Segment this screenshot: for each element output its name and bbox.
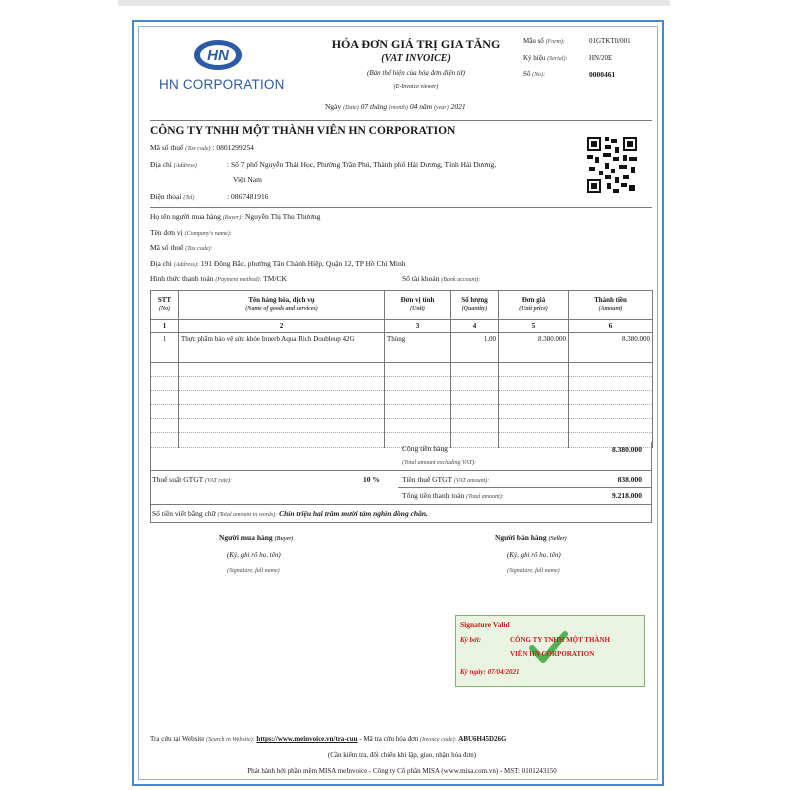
- invoice-subtitle: (VAT INVOICE): [381, 53, 451, 64]
- signed-by-line2: VIÊN HN CORPORATION: [510, 650, 595, 658]
- view-note: (Bản thể hiện của hóa đơn điện tử): [367, 69, 465, 77]
- empty-row: [151, 363, 653, 377]
- seller-name: CÔNG TY TNHH MỘT THÀNH VIÊN HN CORPORATION: [150, 125, 456, 137]
- invoice-date: Ngày (Date) 07 tháng (month) 04 năm (year) 2021: [325, 102, 466, 111]
- issuer-line: Phát hành bởi phần mềm MISA meInvoice - Công ty Cổ phần MISA (www.misa.com.vn) - MST: 0101243150: [247, 767, 557, 775]
- signed-by-line1: CÔNG TY TNHH MỘT THÀNH: [510, 636, 610, 644]
- seller-address: : Số 7 phố Nguyễn Thái Học, Phường Trần Phú, Thành phố Hải Dương, Tỉnh Hải Dương,: [227, 160, 497, 169]
- serial-number: Ký hiệu (Serial):: [523, 54, 568, 62]
- seller-phone: : 0867481916: [227, 192, 269, 201]
- table-row: [151, 333, 653, 363]
- seller-sign-note-en: (Signature, full name): [507, 568, 560, 574]
- seller-sign-note: (Ký, ghi rõ họ, tên): [507, 551, 561, 559]
- column-header-unit: Đơn vị tính (Unit): [385, 291, 451, 320]
- invoice-number-value: 0000461: [589, 70, 616, 79]
- form-value: 01GTKT0/001: [589, 37, 631, 45]
- total-value: 9.218.000: [612, 491, 642, 500]
- vat-rate-label: Thuế suất GTGT (VAT rate):: [152, 475, 233, 484]
- seller-address-line2: Việt Nam: [233, 175, 262, 184]
- column-header-quantity: Số lượng (Quantity): [451, 291, 499, 320]
- buyer-sign-title: Người mua hàng (Buyer): [219, 533, 294, 542]
- buyer-name: Họ tên người mua hàng (Buyer): Nguyễn Thị Thu Thương: [150, 212, 321, 221]
- check-note: (Cần kiểm tra, đối chiếu khi lập, giao, nhận hóa đơn): [327, 751, 477, 759]
- invoice-frame: [132, 20, 664, 786]
- empty-row: [151, 405, 653, 419]
- empty-row: [151, 377, 653, 391]
- invoice-inner-border: [138, 26, 658, 780]
- top-bar: [118, 0, 670, 6]
- column-header-amount: Thành tiền (Amount): [569, 291, 653, 320]
- buyer-tax-code: Mã số thuế (Tax code):: [150, 243, 213, 252]
- row-unit: Thùng: [385, 333, 451, 363]
- lookup-line: Tra cứu tại Website (Search in Website): https://www.meinvoice.vn/tra-cuu - Mã tra cứu hóa đơn (Invoice code): ABU6H45D26G: [150, 735, 507, 743]
- table-header-row: [151, 291, 653, 320]
- vat-amount-label: Tiền thuế GTGT (VAT amount):: [402, 475, 490, 484]
- seller-tax-code: Mã số thuế (Tax code) : 0801299254: [150, 143, 254, 152]
- row-no: 1: [151, 333, 179, 363]
- subtotal-label-en: (Total amount excluding VAT):: [402, 460, 476, 466]
- view-note-en: (E-Invoice viewer): [393, 84, 439, 90]
- seller-phone-label: Điện thoại (Tel): [150, 192, 195, 201]
- row-amount: 8.380.000: [569, 333, 653, 363]
- signed-date: Ký ngày: 07/04/2021: [460, 668, 520, 676]
- total-label: Tổng tiền thanh toán (Total amount):: [402, 491, 504, 500]
- vat-divider: [398, 487, 652, 488]
- seller-sign-title: Người bán hàng (Seller): [495, 533, 567, 542]
- payment-method: Hình thức thanh toán (Payment method): TM/CK: [150, 274, 287, 283]
- totals-divider: [150, 470, 652, 471]
- logo-text: HN CORPORATION: [159, 77, 285, 92]
- lookup-link[interactable]: https://www.meinvoice.vn/tra-cuu: [256, 735, 358, 743]
- subtotal-label: Cộng tiền hàng: [402, 444, 448, 453]
- row-quantity: 1,00: [451, 333, 499, 363]
- vat-rate-value: 10 %: [363, 475, 380, 484]
- header-divider: [150, 120, 652, 121]
- signature-valid-label: Signature Valid: [460, 620, 510, 629]
- qr-code-icon: [587, 137, 637, 193]
- column-header-unit-price: Đơn giá (Unit price): [499, 291, 569, 320]
- invoice-number: Số (No):: [523, 70, 546, 78]
- serial-value: HN/20E: [589, 54, 613, 62]
- bank-account: Số tài khoản (Bank account):: [402, 274, 481, 283]
- amount-in-words: Số tiền viết bằng chữ (Total amount in words): Chín triệu hai trăm mười tám nghìn đồng chẵn.: [152, 509, 428, 518]
- digital-signature-box: [455, 615, 645, 687]
- column-header-no: STT (No): [151, 291, 179, 320]
- column-index-row: 1 2 3 4 5 6: [151, 320, 653, 333]
- seller-address-label: Địa chỉ (Address): [150, 160, 197, 169]
- empty-row: [151, 419, 653, 433]
- logo-mark-text: HN: [207, 47, 229, 64]
- seller-divider: [150, 207, 652, 208]
- total-divider: [150, 504, 652, 505]
- row-unit-price: 8.380.000: [499, 333, 569, 363]
- signed-by-label: Ký bởi:: [460, 636, 482, 644]
- form-number: Mẫu số (Form):: [523, 37, 565, 45]
- buyer-address: Địa chỉ (Address): 191 Đông Bắc, phường Tân Chánh Hiệp, Quận 12, TP Hồ Chí Minh: [150, 259, 406, 268]
- buyer-sign-note-en: (Signature, full name): [227, 568, 280, 574]
- invoice-title: HÓA ĐƠN GIÁ TRỊ GIA TĂNG: [331, 37, 501, 51]
- vat-amount-value: 838.000: [617, 475, 642, 484]
- goods-table: [150, 290, 653, 448]
- column-header-name: Tên hàng hóa, dịch vụ (Name of goods and services): [179, 291, 385, 320]
- empty-row: [151, 391, 653, 405]
- buyer-sign-note: (Ký, ghi rõ họ, tên): [227, 551, 281, 559]
- row-item-name: Thực phẩm bảo vệ sức khỏe Innerb Aqua Rich Doubleup 42G: [179, 333, 385, 363]
- subtotal-value: 8.380.000: [612, 445, 642, 454]
- buyer-company: Tên đơn vị (Company's name):: [150, 228, 232, 237]
- invoice-code: ABU6H45D26G: [458, 735, 507, 743]
